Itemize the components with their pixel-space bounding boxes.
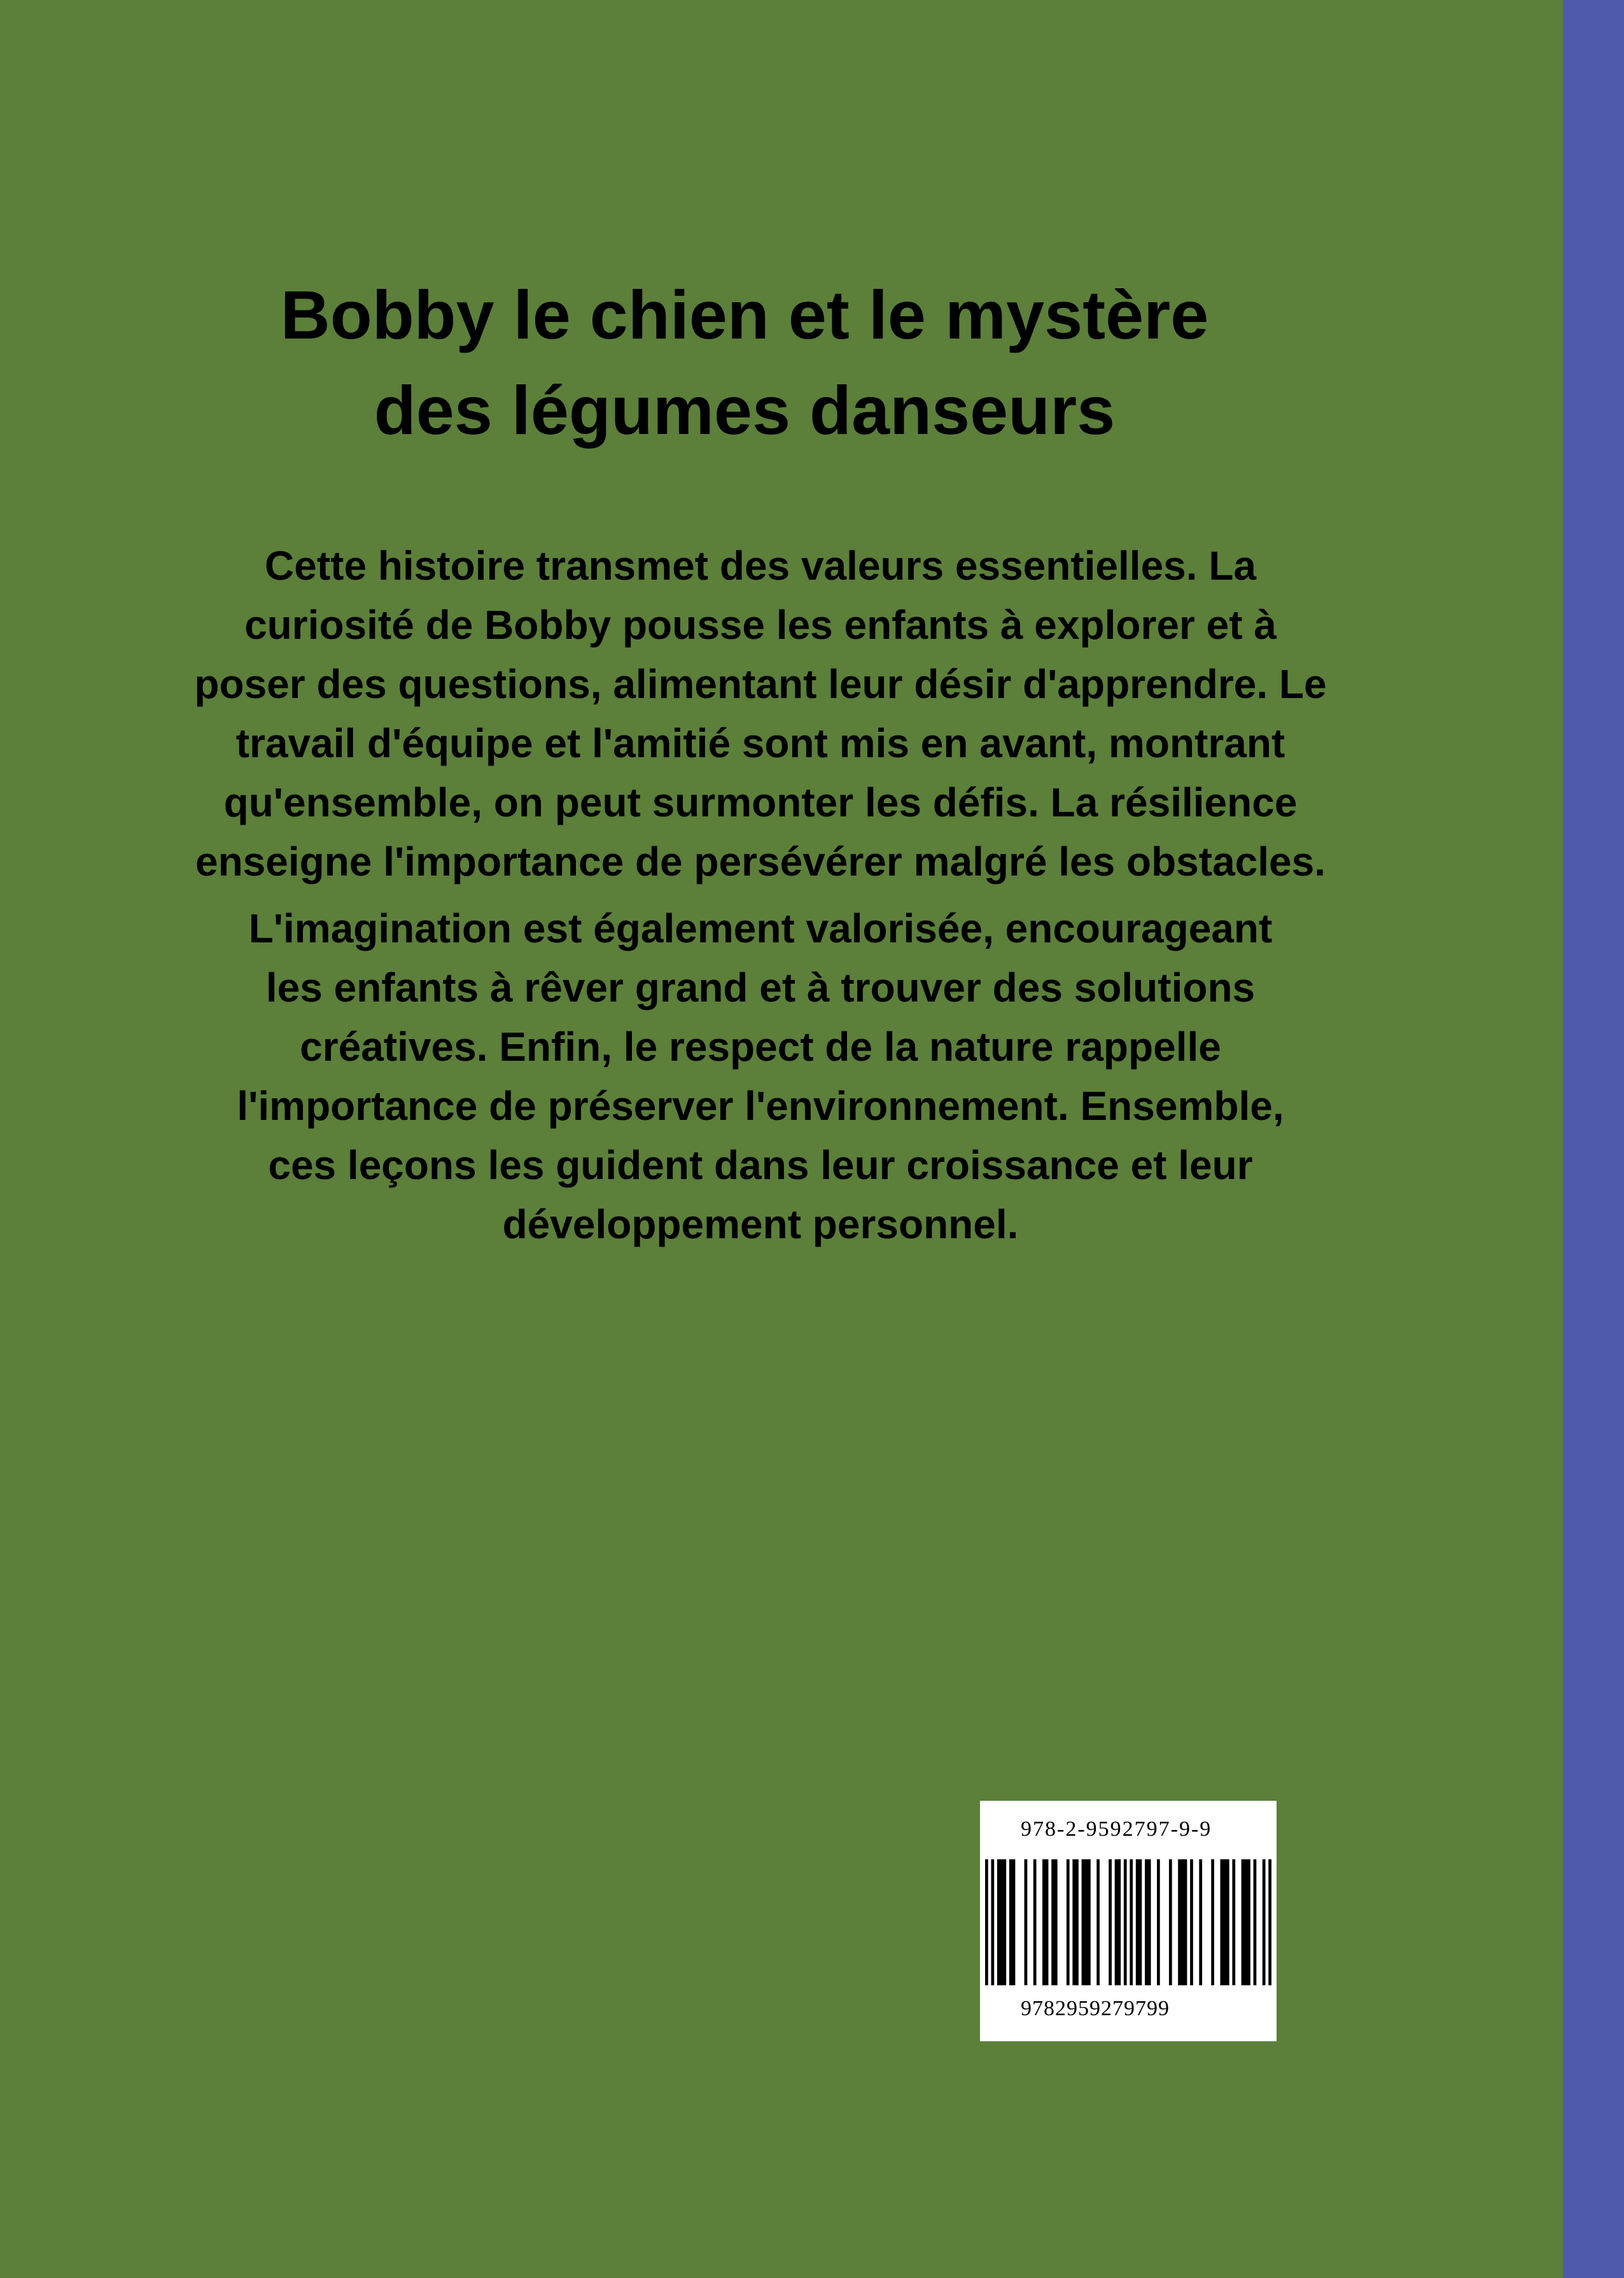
barcode-bar bbox=[1190, 1859, 1193, 1985]
isbn-ean: 9782959279799 bbox=[1021, 1997, 1170, 2020]
barcode-bar bbox=[1220, 1859, 1229, 1985]
book-title-line-2: des légumes danseurs bbox=[374, 372, 1116, 449]
blurb-line: travail d'équipe et l'amitié sont mis en avant, montrant bbox=[235, 720, 1285, 766]
barcode-bar bbox=[1169, 1859, 1172, 1985]
barcode-bar bbox=[991, 1859, 994, 1985]
barcode-bar bbox=[1232, 1859, 1235, 1985]
barcode-bar bbox=[1109, 1859, 1112, 1985]
barcode-bar bbox=[1130, 1859, 1133, 1985]
book-title-line-1: Bobby le chien et le mystère bbox=[280, 276, 1209, 353]
barcode-bar bbox=[1178, 1859, 1187, 1985]
barcode-bar bbox=[1082, 1859, 1091, 1985]
barcode-bar bbox=[1096, 1859, 1100, 1985]
barcode-bars bbox=[985, 1859, 1271, 1985]
blurb-paragraph-1 bbox=[140, 536, 1381, 891]
barcode-bar bbox=[1067, 1859, 1070, 1985]
barcode-bar bbox=[1199, 1859, 1202, 1985]
blurb-line: les enfants à rêver grand et à trouver des solutions bbox=[265, 965, 1256, 1010]
barcode-bar bbox=[1051, 1859, 1057, 1985]
isbn-barcode bbox=[980, 1801, 1277, 2041]
blurb-line: poser des questions, alimentant leur désir d'apprendre. Le bbox=[194, 661, 1327, 707]
isbn-hyphenated: 978-2-9592797-9-9 bbox=[1021, 1817, 1212, 1841]
book-title bbox=[108, 267, 1381, 458]
barcode-bar bbox=[1025, 1859, 1028, 1985]
blurb-line: créatives. Enfin, le respect de la nature rappelle bbox=[300, 1024, 1221, 1070]
barcode-bar bbox=[985, 1859, 988, 1985]
spine-strip bbox=[1563, 0, 1624, 2278]
barcode-bar bbox=[1263, 1859, 1266, 1985]
barcode-bar bbox=[1042, 1859, 1048, 1985]
barcode-bar bbox=[1145, 1859, 1151, 1985]
barcode-bar bbox=[1136, 1859, 1142, 1985]
barcode-bar bbox=[1211, 1859, 1214, 1985]
barcode-bar bbox=[1033, 1859, 1037, 1985]
blurb-line: ces leçons les guident dans leur croissance et leur bbox=[268, 1142, 1253, 1188]
barcode-bar bbox=[1157, 1859, 1160, 1985]
blurb-line: l'importance de préserver l'environnement. Ensemble, bbox=[237, 1083, 1284, 1129]
barcode-bar bbox=[1009, 1859, 1015, 1985]
barcode-bar bbox=[1124, 1859, 1127, 1985]
blurb-paragraph-2 bbox=[140, 899, 1381, 1254]
blurb-line: curiosité de Bobby pousse les enfants à explorer et à bbox=[244, 602, 1277, 648]
barcode-bar bbox=[1254, 1859, 1257, 1985]
barcode-bar bbox=[997, 1859, 1006, 1985]
barcode-bar bbox=[1242, 1859, 1250, 1985]
blurb-line: développement personnel. bbox=[502, 1201, 1019, 1247]
blurb-line: enseigne l'importance de persévérer malgré les obstacles. bbox=[195, 839, 1326, 884]
barcode-bar bbox=[1072, 1859, 1078, 1985]
blurb-line: Cette histoire transmet des valeurs essentielles. La bbox=[265, 543, 1256, 589]
blurb-line: qu'ensemble, on peut surmonter les défis. La résilience bbox=[223, 779, 1298, 825]
blurb-line: L'imagination est également valorisée, encourageant bbox=[248, 905, 1273, 951]
barcode-bar bbox=[1268, 1859, 1271, 1985]
barcode-bar bbox=[1115, 1859, 1121, 1985]
